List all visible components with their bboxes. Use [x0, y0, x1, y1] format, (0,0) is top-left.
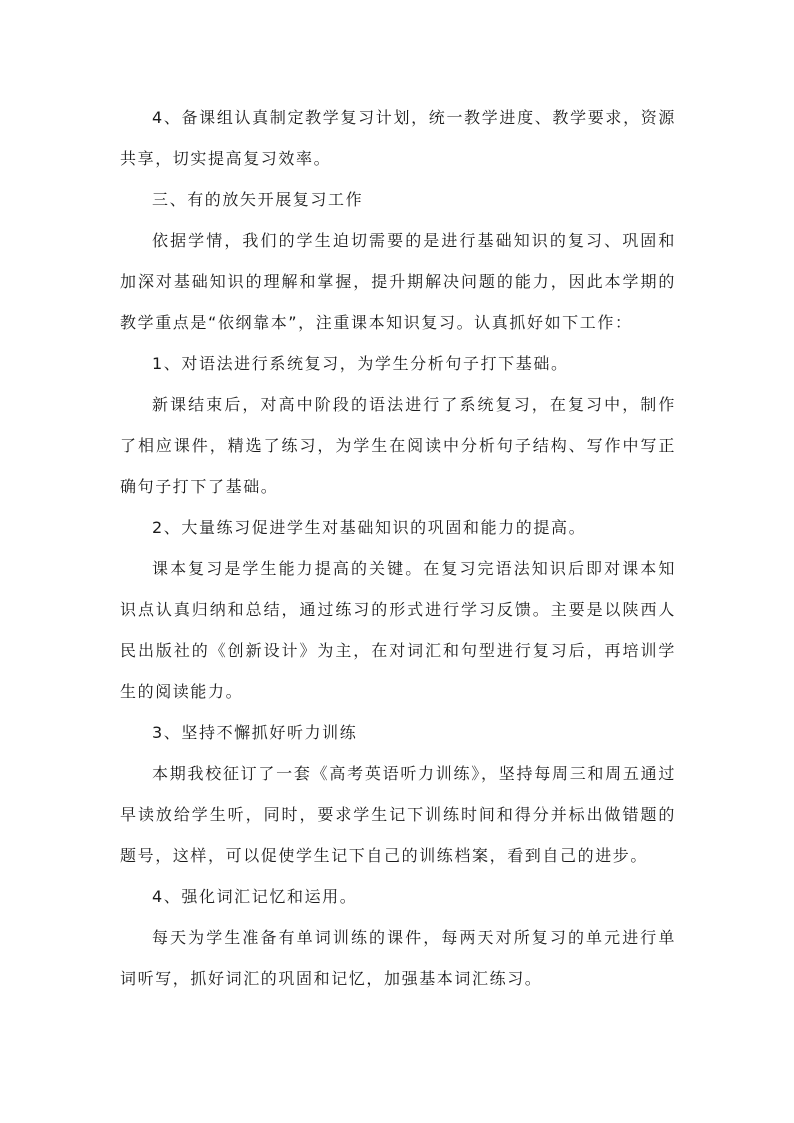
paragraph-item-4-plan: 4、备课组认真制定教学复习计划，统一教学进度、教学要求，资源共享，切实提高复习效率。	[120, 108, 676, 168]
paragraph-vocabulary: 每天为学生准备有单词训练的课件，每两天对所复习的单元进行单词听写，抓好词汇的巩固和记忆，加强基本词汇练习。	[120, 928, 676, 988]
subheading-practice: 2、大量练习促进学生对基础知识的巩固和能力的提高。	[152, 518, 587, 537]
paragraph-listening: 本期我校征订了一套《高考英语听力训练》，坚持每周三和周五通过早读放给学生听，同时，要求学生记下训练时间和得分并标出做错题的题号，这样，可以促使学生记下自己的训练档案，看到自己的进步。	[120, 764, 676, 865]
paragraph-textbook-review: 课本复习是学生能力提高的关键。在复习完语法知识后即对课本知识点认真归纳和总结，通过练习的形式进行学习反馈。主要是以陕西人民出版社的《创新设计》为主，在对词汇和句型进行复习后，再培训学生的阅读能力。	[120, 559, 676, 701]
section-heading-3: 三、有的放矢开展复习工作	[152, 190, 364, 209]
paragraph-grammar-review: 新课结束后，对高中阶段的语法进行了系统复习，在复习中，制作了相应课件，精选了练习，为学生在阅读中分析句子结构、写作中写正确句子打下了基础。	[120, 395, 676, 496]
paragraph-learning-situation: 依据学情，我们的学生迫切需要的是进行基础知识的复习、巩固和加深对基础知识的理解和掌握，提升期解决问题的能力，因此本学期的教学重点是“依纲靠本”，注重课本知识复习。认真抓好如下工作：	[120, 231, 676, 332]
subheading-vocabulary: 4、强化词汇记忆和运用。	[152, 887, 358, 906]
subheading-listening: 3、坚持不懈抓好听力训练	[152, 723, 358, 742]
document-body	[120, 97, 676, 999]
subheading-grammar-review: 1、对语法进行系统复习，为学生分析句子打下基础。	[152, 354, 569, 373]
